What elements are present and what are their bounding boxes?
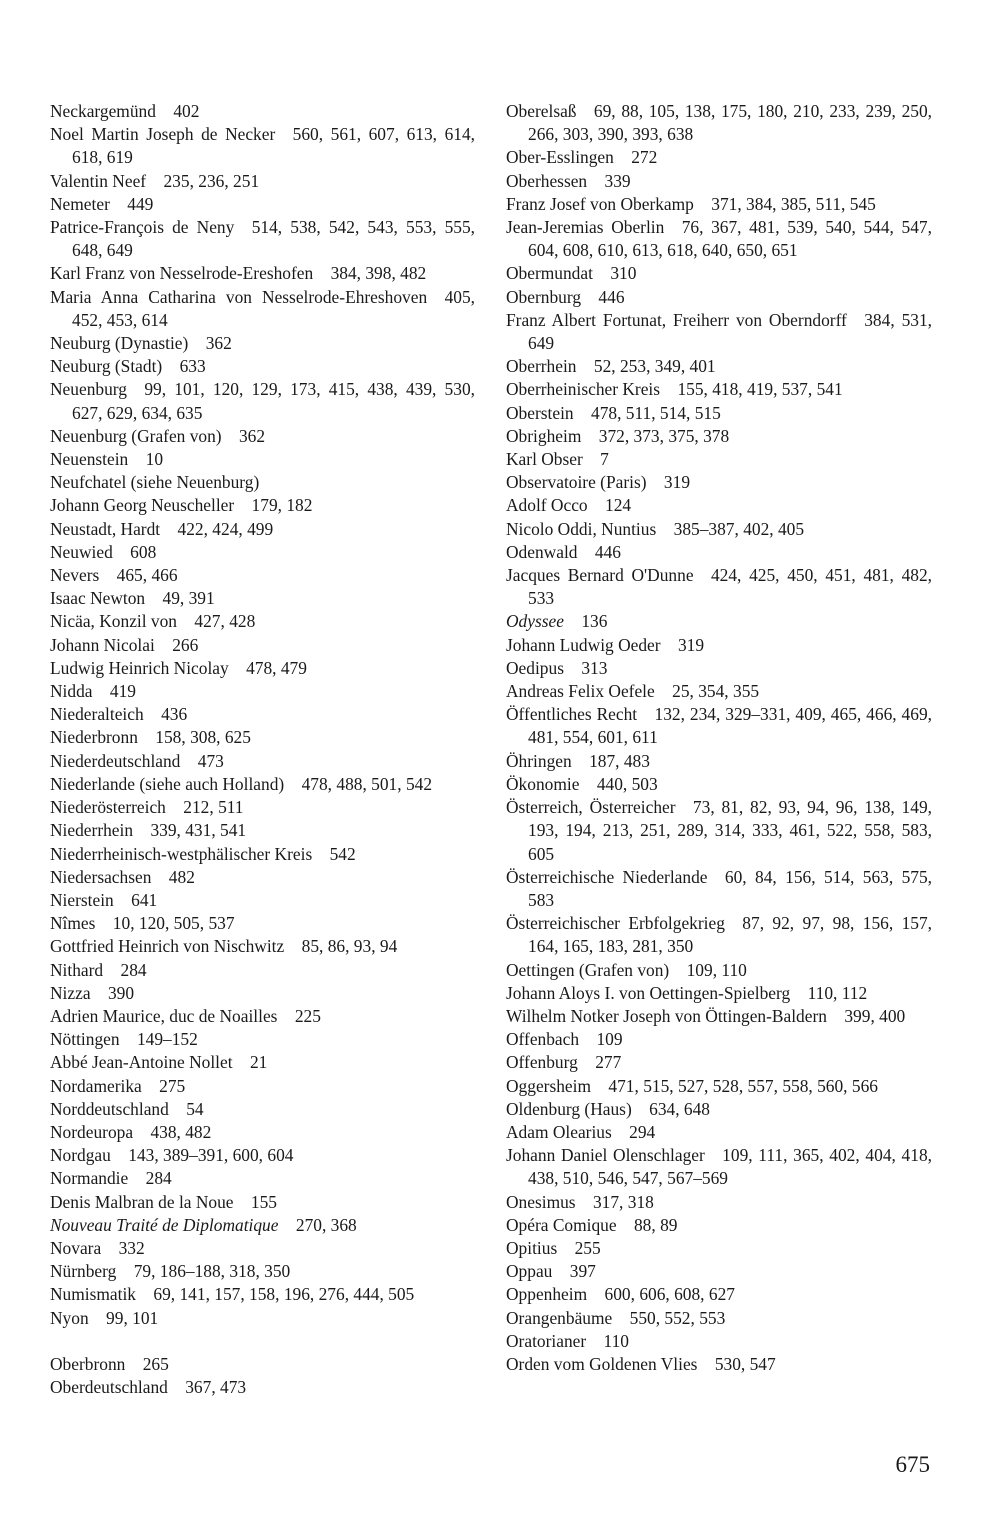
index-entry <box>506 703 937 749</box>
index-pages: 641 <box>131 889 158 910</box>
index-entry <box>50 1144 475 1167</box>
index-entry <box>50 216 480 262</box>
index-pages: 187, 483 <box>589 750 650 771</box>
index-term: Ökonomie <box>506 773 580 794</box>
index-term: Franz Josef von Oberkamp <box>506 193 694 214</box>
index-pages: 88, 89 <box>633 1214 678 1235</box>
index-term: Oratorianer <box>506 1330 587 1351</box>
index-entry <box>506 866 937 912</box>
index-term: Oggersheim <box>506 1075 592 1096</box>
index-entry <box>50 1075 475 1098</box>
index-pages: 272 <box>631 147 658 168</box>
index-entry <box>506 1191 932 1214</box>
index-term: Novara <box>50 1237 102 1258</box>
index-entry <box>50 170 475 193</box>
index-pages: 397 <box>569 1261 596 1282</box>
index-term: Obermundat <box>506 263 593 284</box>
index-pages: 49, 391 <box>162 588 215 609</box>
index-entry <box>50 1353 475 1376</box>
index-term: Opéra Comique <box>506 1214 617 1235</box>
index-pages: 99, 101 <box>106 1307 159 1328</box>
index-term: Wilhelm Notker Joseph von Öttingen-Baldern <box>506 1005 827 1026</box>
index-term: Ober-Esslingen <box>506 147 614 168</box>
index-term: Oedipus <box>506 657 564 678</box>
index-entry <box>50 726 475 749</box>
index-term: Neuburg (Stadt) <box>50 356 163 377</box>
index-term: Oberelsaß <box>506 101 577 121</box>
index-pages: 530, 547 <box>714 1353 776 1374</box>
index-entry <box>506 1005 932 1028</box>
index-pages: 155, 418, 419, 537, 541 <box>677 379 843 400</box>
index-pages: 438, 482 <box>150 1121 212 1142</box>
index-pages: 319 <box>677 634 705 655</box>
index-pages: 319 <box>663 472 691 493</box>
index-entry <box>50 610 475 633</box>
index-pages: 255 <box>574 1237 601 1258</box>
page-number: 675 <box>895 1452 930 1477</box>
index-entry <box>506 680 932 703</box>
index-entry <box>50 1121 475 1144</box>
index-term: Nizza <box>50 982 91 1003</box>
index-term: Odyssee <box>506 611 564 632</box>
index-term: Gottfried Heinrich von Nischwitz <box>50 936 285 957</box>
index-pages: 384, 398, 482 <box>330 263 427 284</box>
index-pages: 109 <box>596 1029 623 1050</box>
index-pages: 87, 92, 97, 98, 156, 157, 164, 165, 183, 281, 350 <box>528 913 937 957</box>
index-pages: 440, 503 <box>596 773 658 794</box>
index-term: Neuburg (Dynastie) <box>50 333 189 354</box>
index-pages: 60, 84, 156, 514, 563, 575, 583 <box>528 866 937 910</box>
index-entry <box>50 378 480 424</box>
index-entry <box>506 146 932 169</box>
index-pages: 514, 538, 542, 543, 553, 555, 648, 649 <box>72 217 480 261</box>
index-pages: 85, 86, 93, 94 <box>301 936 398 957</box>
index-term: Orangenbäume <box>506 1307 613 1328</box>
index-term: Österreichischer Erbfolgekrieg <box>506 913 725 934</box>
index-entry <box>50 1167 475 1190</box>
index-pages: 385–387, 402, 405 <box>673 518 805 539</box>
index-pages: 371, 384, 385, 511, 545 <box>711 193 876 214</box>
index-entry <box>506 193 932 216</box>
index-entry <box>506 402 932 425</box>
index-term: Offenbach <box>506 1029 580 1050</box>
index-entry <box>506 309 937 355</box>
index-term: Nürnberg <box>50 1261 117 1282</box>
index-term: Oppenheim <box>506 1284 588 1305</box>
index-term: Norddeutschland <box>50 1098 169 1119</box>
index-term: Karl Franz von Nesselrode-Ereshofen <box>50 263 314 284</box>
index-pages: 294 <box>629 1121 656 1142</box>
index-term: Niederösterreich <box>50 797 166 818</box>
index-entry <box>506 286 932 309</box>
index-pages: 284 <box>145 1168 172 1189</box>
index-entry <box>50 866 475 889</box>
index-entry <box>50 1237 475 1260</box>
index-pages: 109, 110 <box>686 959 747 980</box>
index-term: Adam Olearius <box>506 1121 612 1142</box>
index-term: Ludwig Heinrich Nicolay <box>50 657 229 678</box>
index-term: Johann Georg Neuscheller <box>50 495 235 516</box>
index-term: Orden vom Goldenen Vlies <box>506 1353 698 1374</box>
index-term: Nordamerika <box>50 1075 142 1096</box>
index-pages: 25, 354, 355 <box>672 681 760 702</box>
index-pages: 478, 511, 514, 515 <box>591 402 721 423</box>
index-term: Öffentliches Recht <box>506 704 638 725</box>
index-term: Oppau <box>506 1261 553 1282</box>
index-pages: 478, 479 <box>246 657 307 678</box>
index-term: Noel Martin Joseph de Necker <box>50 124 276 145</box>
index-entry <box>50 959 475 982</box>
index-entry <box>506 216 937 262</box>
index-entry <box>50 425 475 448</box>
index-pages: 471, 515, 527, 528, 557, 558, 560, 566 <box>608 1075 878 1096</box>
index-term: Isaac Newton <box>50 588 146 609</box>
index-term: Oberhessen <box>506 170 588 191</box>
index-entry <box>506 541 932 564</box>
index-pages: 634, 648 <box>649 1098 710 1119</box>
index-pages: 482 <box>168 866 195 887</box>
index-term: Maria Anna Catharina von Nesselrode-Ehreshoven <box>50 286 428 307</box>
index-entry <box>506 1028 932 1051</box>
index-entry <box>50 494 475 517</box>
index-column-right <box>506 100 937 1376</box>
index-entry <box>50 100 475 123</box>
index-entry <box>50 843 475 866</box>
index-pages: 149–152 <box>136 1029 198 1050</box>
index-term: Niederlande (siehe auch Holland) <box>50 773 285 794</box>
index-pages: 132, 234, 329–331, 409, 465, 466, 469, 481, 554, 601, 611 <box>528 704 937 748</box>
index-term: Nicolo Oddi, Nuntius <box>506 518 657 539</box>
index-pages: 10 <box>145 449 164 470</box>
index-pages: 600, 606, 608, 627 <box>604 1284 735 1305</box>
index-entry <box>506 773 932 796</box>
index-term: Nyon <box>50 1307 89 1328</box>
index-entry <box>50 1098 475 1121</box>
index-entry <box>50 332 475 355</box>
index-entry <box>506 1121 932 1144</box>
index-entry <box>50 1005 475 1028</box>
index-pages: 212, 511 <box>183 797 244 818</box>
index-pages: 402 <box>173 101 200 121</box>
index-term: Denis Malbran de la Noue <box>50 1191 234 1212</box>
index-term: Nordeuropa <box>50 1121 134 1142</box>
index-term: Neckargemünd <box>50 101 156 121</box>
index-pages: 21 <box>249 1052 268 1073</box>
index-pages: 367, 473 <box>185 1377 247 1398</box>
index-entry <box>506 100 937 146</box>
index-term: Johann Aloys I. von Oettingen-Spielberg <box>506 982 791 1003</box>
index-pages: 422, 424, 499 <box>177 518 274 539</box>
index-pages: 54 <box>186 1098 204 1119</box>
index-term: Nicäa, Konzil von <box>50 611 178 632</box>
index-pages: 633 <box>179 356 206 377</box>
index-term: Oettingen (Grafen von) <box>506 959 670 980</box>
index-pages: 179, 182 <box>251 495 313 516</box>
index-pages: 73, 81, 82, 93, 94, 96, 138, 149, 193, 194, 213, 251, 289, 314, 333, 461, 522, 558, 583, 605 <box>528 797 937 864</box>
index-term: Johann Nicolai <box>50 634 155 655</box>
index-term: Patrice-François de Neny <box>50 217 235 238</box>
index-pages: 158, 308, 625 <box>155 727 251 748</box>
index-term: Nierstein <box>50 889 114 910</box>
index-entry <box>50 634 475 657</box>
index-pages: 235, 236, 251 <box>163 170 260 191</box>
index-entry <box>50 355 475 378</box>
index-term: Neuwied <box>50 541 113 562</box>
index-term: Opitius <box>506 1237 558 1258</box>
index-pages: 284 <box>120 959 147 980</box>
index-pages: 310 <box>610 263 637 284</box>
index-pages: 446 <box>598 286 625 307</box>
index-term: Österreichische Niederlande <box>506 866 708 887</box>
index-entry <box>50 657 475 680</box>
index-pages: 465, 466 <box>116 565 178 586</box>
index-term: Neuenstein <box>50 449 129 470</box>
index-pages: 384, 531, 649 <box>528 309 937 354</box>
index-entry <box>50 286 480 332</box>
index-pages: 405, 452, 453, 614 <box>72 286 480 330</box>
index-pages: 399, 400 <box>844 1005 906 1026</box>
index-pages: 313 <box>581 657 608 678</box>
index-term: Johann Daniel Olenschlager <box>506 1145 705 1166</box>
index-entry <box>506 912 937 958</box>
index-entry <box>50 796 475 819</box>
index-pages: 436 <box>161 704 188 725</box>
index-term: Jean-Jeremias Oberlin <box>506 217 665 238</box>
index-term: Franz Albert Fortunat, Freiherr von Oberndorff <box>506 309 847 330</box>
index-term: Offenburg <box>506 1052 578 1073</box>
index-entry <box>506 610 932 633</box>
index-term: Nemeter <box>50 193 110 214</box>
index-term: Oberbronn <box>50 1353 126 1374</box>
index-entry <box>506 1260 932 1283</box>
index-pages: 275 <box>159 1075 186 1096</box>
index-entry <box>50 680 475 703</box>
index-term: Obrigheim <box>506 425 582 446</box>
index-pages: 124 <box>605 495 632 516</box>
index-pages: 339, 431, 541 <box>150 820 247 841</box>
index-entry <box>50 587 475 610</box>
index-entry <box>506 750 932 773</box>
index-entry <box>50 1191 475 1214</box>
index-term: Nordgau <box>50 1145 111 1166</box>
index-term: Oberrheinischer Kreis <box>506 379 661 400</box>
index-pages: 143, 389–391, 600, 604 <box>128 1145 294 1166</box>
index-entry <box>506 1051 932 1074</box>
index-pages: 110, 112 <box>807 982 868 1003</box>
index-term: Öhringen <box>506 750 572 771</box>
index-pages: 136 <box>581 611 608 632</box>
index-pages: 419 <box>109 681 136 702</box>
index-entry <box>506 170 932 193</box>
index-term: Johann Ludwig Oeder <box>506 634 661 655</box>
index-entry <box>506 378 932 401</box>
index-pages: 542 <box>329 843 356 864</box>
index-pages: 427, 428 <box>194 611 256 632</box>
index-term: Nevers <box>50 565 100 586</box>
index-pages: 550, 552, 553 <box>629 1307 726 1328</box>
index-entry <box>506 448 932 471</box>
index-term: Niedersachsen <box>50 866 152 887</box>
index-term: Jacques Bernard O'Dunne <box>506 565 694 586</box>
index-pages: 99, 101, 120, 129, 173, 415, 438, 439, 530, 627, 629, 634, 635 <box>72 379 480 423</box>
index-entry <box>50 1260 475 1283</box>
index-entry <box>50 1283 475 1306</box>
index-entry <box>50 123 480 169</box>
index-term: Adolf Occo <box>506 495 588 516</box>
index-entry <box>50 541 475 564</box>
index-term: Onesimus <box>506 1191 576 1212</box>
index-term: Oberrhein <box>506 356 577 377</box>
index-pages: 560, 561, 607, 613, 614, 618, 619 <box>72 124 480 168</box>
index-pages: 52, 253, 349, 401 <box>593 356 716 377</box>
index-pages: 362 <box>238 425 266 446</box>
index-entry <box>50 982 475 1005</box>
index-entry <box>506 959 932 982</box>
index-term: Odenwald <box>506 541 578 562</box>
index-pages: 449 <box>127 193 154 214</box>
index-pages: 339 <box>604 170 631 191</box>
index-entry <box>506 494 932 517</box>
index-pages: 69, 88, 105, 138, 175, 180, 210, 233, 239, 250, 266, 303, 390, 393, 638 <box>528 101 937 145</box>
index-entry <box>506 262 932 285</box>
index-term: Nîmes <box>50 913 96 934</box>
index-pages: 372, 373, 375, 378 <box>598 425 730 446</box>
index-entry <box>50 912 475 935</box>
index-entry <box>50 518 475 541</box>
index-entry <box>506 1144 937 1190</box>
index-entry <box>506 518 932 541</box>
index-pages: 362 <box>205 333 232 354</box>
index-entry <box>50 750 475 773</box>
index-term: Observatoire (Paris) <box>506 472 647 493</box>
index-entry <box>506 1353 932 1376</box>
index-entry <box>506 1098 932 1121</box>
index-pages: 473 <box>197 750 224 771</box>
index-term: Obernburg <box>506 286 582 307</box>
index-term: Nouveau Traité de Diplomatique <box>50 1214 279 1235</box>
index-entry <box>50 564 475 587</box>
index-entry <box>506 634 932 657</box>
index-pages: 155 <box>250 1191 277 1212</box>
index-entry <box>50 1028 475 1051</box>
index-entry <box>506 1283 932 1306</box>
index-term: Normandie <box>50 1168 129 1189</box>
index-term: Niederrhein <box>50 820 134 841</box>
index-pages: 225 <box>294 1005 321 1026</box>
index-column-left <box>50 100 480 1399</box>
index-term: Niederrheinisch-westphälischer Kreis <box>50 843 313 864</box>
index-pages: 7 <box>600 449 609 470</box>
index-term: Nöttingen <box>50 1029 120 1050</box>
index-pages: 608 <box>130 541 157 562</box>
index-term: Karl Obser <box>506 449 583 470</box>
index-entry <box>50 1376 475 1399</box>
index-term: Oberstein <box>506 402 574 423</box>
index-entry <box>50 703 475 726</box>
index-pages: 332 <box>118 1237 145 1258</box>
index-entry <box>50 1051 475 1074</box>
index-entry <box>50 773 475 796</box>
index-pages: 69, 141, 157, 158, 196, 276, 444, 505 <box>153 1284 415 1305</box>
index-entry <box>50 1214 475 1237</box>
index-term: Österreich, Österreicher <box>506 797 676 818</box>
index-term: Adrien Maurice, duc de Noailles <box>50 1005 278 1026</box>
index-term: Oldenburg (Haus) <box>506 1098 632 1119</box>
index-term: Abbé Jean-Antoine Nollet <box>50 1052 233 1073</box>
index-term: Niederalteich <box>50 704 144 725</box>
index-term: Nidda <box>50 681 93 702</box>
index-pages: 265 <box>142 1353 169 1374</box>
index-pages: 10, 120, 505, 537 <box>112 913 235 934</box>
index-term: Neuenburg (Grafen von) <box>50 425 222 446</box>
index-pages: 424, 425, 450, 451, 481, 482, 533 <box>528 565 937 609</box>
index-pages: 79, 186–188, 318, 350 <box>133 1261 291 1282</box>
index-entry <box>506 355 932 378</box>
index-pages: 317, 318 <box>592 1191 654 1212</box>
index-pages: 478, 488, 501, 542 <box>301 773 433 794</box>
index-entry <box>506 657 932 680</box>
index-term: Andreas Felix Oefele <box>506 681 655 702</box>
index-term: Numismatik <box>50 1284 136 1305</box>
index-pages: 266 <box>172 634 199 655</box>
index-term: Oberdeutschland <box>50 1377 168 1398</box>
index-pages: 270, 368 <box>295 1214 357 1235</box>
index-entry <box>506 796 937 866</box>
index-entry <box>50 448 475 471</box>
index-entry <box>506 1214 932 1237</box>
index-pages: 109, 111, 365, 402, 404, 418, 438, 510, 546, 547, 567–569 <box>528 1145 937 1189</box>
index-entry <box>506 425 932 448</box>
index-entry <box>50 819 475 842</box>
index-entry <box>506 1237 932 1260</box>
index-term: Valentin Neef <box>50 170 147 191</box>
index-term: Neustadt, Hardt <box>50 518 161 539</box>
index-term: Niederdeutschland <box>50 750 181 771</box>
index-entry <box>50 471 475 494</box>
index-pages: 110 <box>603 1330 629 1351</box>
index-entry <box>506 1307 932 1330</box>
index-term: Neufchatel (siehe Neuenburg) <box>50 472 260 493</box>
index-pages: 446 <box>594 541 621 562</box>
index-entry <box>506 471 932 494</box>
index-entry <box>506 1075 932 1098</box>
index-entry <box>506 1330 932 1353</box>
index-pages: 390 <box>107 982 135 1003</box>
index-pages: 277 <box>595 1052 622 1073</box>
index-entry <box>506 564 937 610</box>
index-entry <box>50 889 475 912</box>
index-entry <box>506 982 932 1005</box>
index-term: Nithard <box>50 959 104 980</box>
index-term: Niederbronn <box>50 727 138 748</box>
index-entry <box>50 262 475 285</box>
index-term: Neuenburg <box>50 379 127 400</box>
index-entry <box>50 193 475 216</box>
index-entry <box>50 935 475 958</box>
index-pages: 76, 367, 481, 539, 540, 544, 547, 604, 608, 610, 613, 618, 640, 650, 651 <box>528 217 937 261</box>
index-entry <box>50 1307 475 1330</box>
